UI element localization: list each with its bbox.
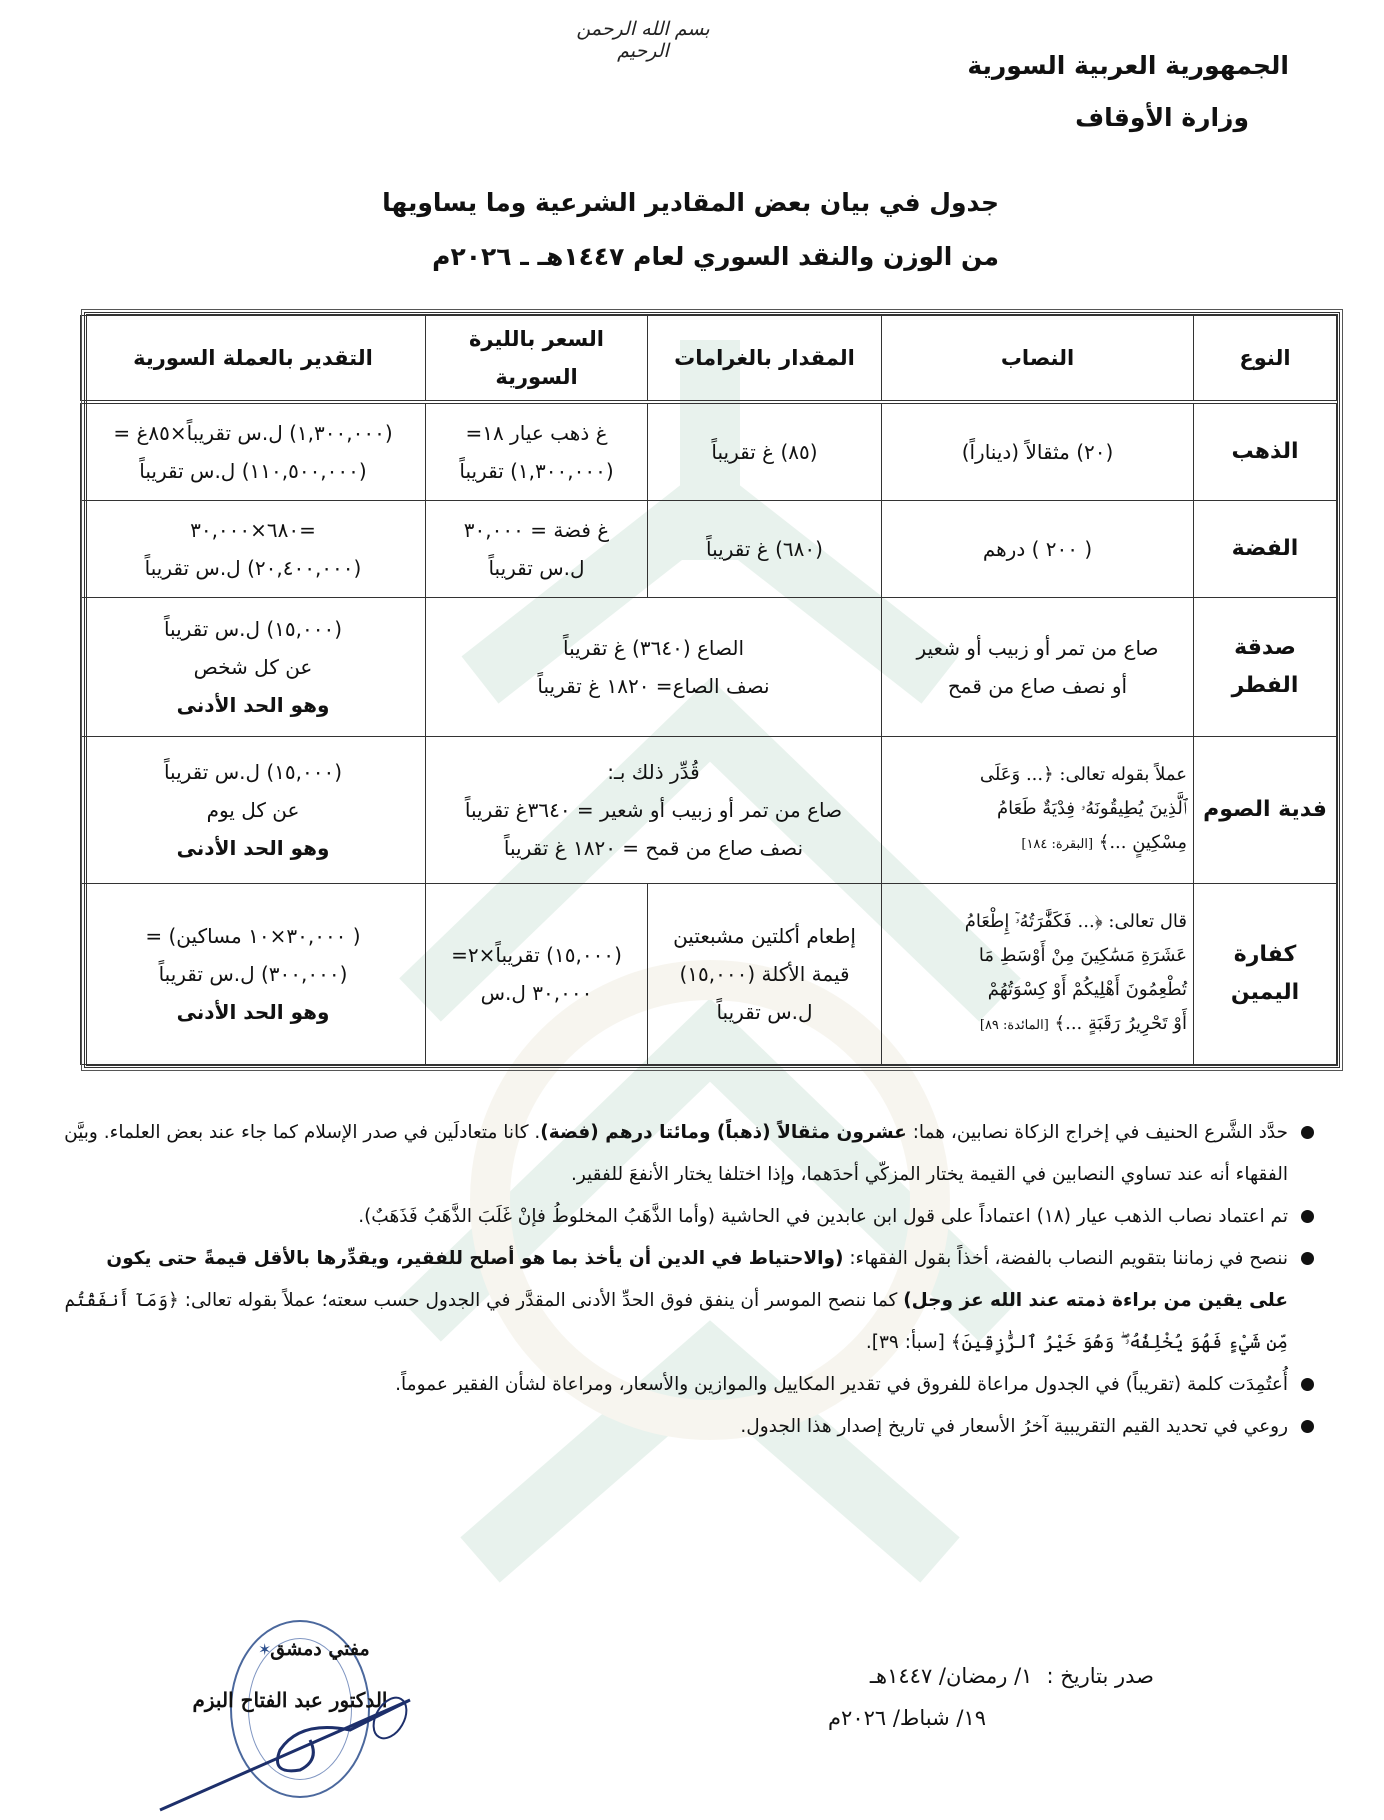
- verse-text: مِسْكِينٍ ...﴾: [1098, 832, 1187, 853]
- table-row-gold: [81, 402, 1337, 501]
- verse-line: [888, 826, 1187, 862]
- note-item: [64, 1406, 1314, 1448]
- note-text: ننصح في زماننا بتقويم النصاب بالفضة، أخذاً بقول الفقهاء:: [843, 1248, 1288, 1269]
- note-text-bold: عشرون مثقالاً (ذهباً) ومائتا درهم (فضة): [540, 1122, 907, 1143]
- signature-scribble: [150, 1660, 430, 1820]
- cell-line: إطعام أكلتين مشبعتين: [673, 924, 856, 948]
- cell-line: الصاع (٣٦٤٠) غ تقريباً: [562, 636, 745, 660]
- cell-type: فدية الصوم: [1194, 737, 1337, 884]
- star-icon: ✶: [258, 1640, 272, 1659]
- cell-grams-price: [426, 598, 882, 737]
- issued-label: صدر بتاريخ :: [1046, 1664, 1154, 1688]
- note-text: روعي في تحديد القيم التقريبية آخرُ الأسعار في تاريخ إصدار هذا الجدول.: [740, 1416, 1288, 1437]
- ministry-name: وزارة الأوقاف: [1075, 103, 1249, 132]
- cell-line: ل.س تقريباً: [716, 1000, 813, 1024]
- cell-line: (١,٣٠٠,٠٠٠) تقريباً: [459, 459, 614, 483]
- cell-line: قُدِّر ذلك بـ:: [607, 760, 700, 784]
- signer-title: مفتي دمشق: [270, 1638, 370, 1660]
- verse-line: ٱلَّذِينَ يُطِيقُونَهُۥ فِدْيَةٌ طَعَامُ: [996, 798, 1187, 819]
- header-estimate: التقدير بالعملة السورية: [81, 316, 426, 403]
- note-item: [64, 1196, 1314, 1238]
- cell-line: ٣٠,٠٠٠ ل.س: [480, 981, 593, 1005]
- header-type: النوع: [1194, 316, 1337, 403]
- cell-nisab: (٢٠) مثقالاً (ديناراً): [882, 402, 1194, 501]
- verse-reference: [البقرة: ١٨٤]: [1021, 837, 1094, 852]
- note-quran-verse: ﴿وَمَآ أَنفَقْتُم مِّن شَيْءٍ فَهُوَ يُخْلِفُهُۥ ۖ وَهُوَ خَيْرُ ٱلرَّٰزِقِينَ﴾: [64, 1290, 1288, 1353]
- cell-nisab: [882, 598, 1194, 737]
- maqadir-table-frame: [84, 312, 1340, 1068]
- cell-line: (١١٠,٥٠٠,٠٠٠) ل.س تقريباً: [139, 459, 367, 483]
- table-row-kaffarat-alyamin: [81, 884, 1337, 1065]
- cell-line: (١٥,٠٠٠) ل.س تقريباً: [163, 760, 343, 784]
- cell-line: أو نصف صاع من قمح: [947, 674, 1128, 698]
- cell-grams: (٨٥) غ تقريباً: [648, 402, 882, 501]
- maqadir-table: [80, 315, 1337, 1065]
- cell-type: صدقة الفطر: [1194, 598, 1337, 737]
- basmala: بسم الله الرحمن الرحيم: [576, 18, 710, 62]
- verse-line: تُطْعِمُونَ أَهْلِيكُمْ أَوْ كِسْوَتُهُمْ: [987, 979, 1187, 1000]
- cell-line-minimum: وهو الحد الأدنى: [176, 836, 330, 860]
- verse-reference: [المائدة: ٨٩]: [979, 1018, 1049, 1033]
- header-grams: المقدار بالغرامات: [648, 316, 882, 403]
- cell-grams: [648, 884, 882, 1065]
- cell-line-minimum: وهو الحد الأدنى: [176, 693, 330, 717]
- letterhead: [967, 40, 1289, 144]
- cell-line: عن كل شخص: [193, 655, 313, 679]
- verse-line: [888, 1007, 1187, 1043]
- issue-date-block: [828, 1655, 1154, 1739]
- cell-line: (٣٠٠,٠٠٠) ل.س تقريباً: [158, 962, 348, 986]
- cell-line: صاع من تمر أو زبيب أو شعير: [916, 636, 1159, 660]
- cell-line: غ فضة = ٣٠,٠٠٠: [463, 518, 610, 542]
- header-price: السعر بالليرة السورية: [426, 316, 648, 403]
- cell-line: ( ٣٠,٠٠٠×١٠ مساكين) =: [145, 924, 361, 948]
- cell-price: [426, 501, 648, 598]
- cell-line: (٢٠,٤٠٠,٠٠٠) ل.س تقريباً: [144, 556, 362, 580]
- cell-line: غ ذهب عيار ١٨=: [465, 421, 608, 445]
- cell-line: قيمة الأكلة (١٥,٠٠٠): [679, 962, 850, 986]
- cell-estimate: [81, 737, 426, 884]
- table-row-fidyat-alsawm: [81, 737, 1337, 884]
- cell-estimate: [81, 884, 426, 1065]
- cell-line: نصف الصاع= ١٨٢٠ غ تقريباً: [537, 674, 770, 698]
- cell-nisab-verse: [882, 737, 1194, 884]
- cell-grams: (٦٨٠) غ تقريباً: [648, 501, 882, 598]
- cell-grams-price: [426, 737, 882, 884]
- verse-line: قال تعالى: ﴿... فَكَفَّٰرَتُهُۥٓ إِطْعَامُ: [964, 911, 1187, 932]
- cell-line: =٦٨٠×٣٠,٠٠٠: [190, 518, 316, 542]
- note-text: تم اعتماد نصاب الذهب عيار (١٨) اعتماداً على قول ابن عابدين في الحاشية (وأما الذَّهَبُ المخلوطُ فإنْ غَلَبَ الذَّهَبُ فَذَهَبٌ).: [358, 1206, 1288, 1227]
- table-row-silver: [81, 501, 1337, 598]
- title-line-2: من الوزن والنقد السوري لعام ١٤٤٧هـ ـ ٢٠٢٦م: [432, 242, 999, 271]
- note-text-bold: (والاحتياط في الدين أن يأخذ بما هو أصلح للفقير، ويقدِّرها بالأقل قيمةً حتى يكون على يقين من براءة ذمته عند الله عز وجل): [106, 1248, 1288, 1311]
- cell-estimate: [81, 598, 426, 737]
- note-text: كما ننصح الموسر أن ينفق فوق الحدِّ الأدنى المقدَّر في الجدول حسب سعته؛ عملاً بقوله تعالى:: [178, 1290, 904, 1311]
- cell-nisab: ( ٢٠٠ ) درهم: [882, 501, 1194, 598]
- note-text: أُعتُمِدَت كلمة (تقريباً) في الجدول مراعاة للفروق في تقدير المكاييل والموازين والأسعار، ومراعاة لشأن الفقير عموماً.: [395, 1374, 1288, 1395]
- cell-line: (١٥,٠٠٠) تقريباً×٢=: [451, 943, 622, 967]
- republic-name: الجمهورية العربية السورية: [967, 51, 1289, 80]
- bullet-icon: [1301, 1210, 1314, 1223]
- note-item: [64, 1364, 1314, 1406]
- header-nisab: النصاب: [882, 316, 1194, 403]
- cell-type: كفارة اليمين: [1194, 884, 1337, 1065]
- title-line-1: جدول في بيان بعض المقادير الشرعية وما يساويها: [382, 188, 999, 217]
- cell-line-minimum: وهو الحد الأدنى: [176, 1000, 330, 1024]
- notes-list: [64, 1112, 1314, 1448]
- bullet-icon: [1301, 1420, 1314, 1433]
- cell-type: الذهب: [1194, 402, 1337, 501]
- cell-price: [426, 402, 648, 501]
- note-text: . كانا متعادلَين في صدر الإسلام كما جاء عند بعض العلماء. وبيَّن الفقهاء أنه عند تساوي النصابين في القيمة يختار المزكّي أحدَهما، وإذا اختلفا يختار الأنفعَ للفقير.: [64, 1122, 1288, 1185]
- cell-line: (١,٣٠٠,٠٠٠) ل.س تقريباً×٨٥غ =: [113, 421, 393, 445]
- cell-line: (١٥,٠٠٠) ل.س تقريباً: [163, 617, 343, 641]
- verse-line: عَشَرَةِ مَسَٰكِينَ مِنْ أَوْسَطِ مَا: [978, 945, 1187, 966]
- cell-price: [426, 884, 648, 1065]
- note-text: حدَّد الشَّرع الحنيف في إخراج الزكاة نصابين، هما:: [906, 1122, 1288, 1143]
- gregorian-date: ١٩/ شباط/ ٢٠٢٦م: [828, 1706, 986, 1730]
- bullet-icon: [1301, 1126, 1314, 1139]
- note-item: [64, 1112, 1314, 1196]
- cell-line: صاع من تمر أو زبيب أو شعير = ٣٦٤٠غ تقريباً: [464, 798, 843, 822]
- bullet-icon: [1301, 1378, 1314, 1391]
- cell-line: عن كل يوم: [206, 798, 300, 822]
- cell-type: الفضة: [1194, 501, 1337, 598]
- note-text: [سبأ: ٣٩].: [865, 1332, 951, 1353]
- signer-name: الدكتور عبد الفتاح البزم: [192, 1688, 388, 1712]
- hijri-date: ١/ رمضان/ ١٤٤٧هـ: [869, 1664, 1033, 1688]
- cell-estimate: [81, 501, 426, 598]
- table-header-row: [81, 316, 1337, 403]
- note-item: [64, 1238, 1314, 1364]
- verse-text: أَوْ تَحْرِيرُ رَقَبَةٍ ...﴾: [1054, 1013, 1187, 1034]
- cell-line: ل.س تقريباً: [488, 556, 585, 580]
- document-title: [382, 176, 999, 284]
- table-row-sadaqat-alfitr: [81, 598, 1337, 737]
- issue-date-line: [828, 1655, 1154, 1697]
- cell-line: نصف صاع من قمح = ١٨٢٠ غ تقريباً: [503, 836, 804, 860]
- cell-nisab-verse: [882, 884, 1194, 1065]
- bullet-icon: [1301, 1252, 1314, 1265]
- cell-estimate: [81, 402, 426, 501]
- verse-line: عملاً بقوله تعالى: ﴿... وَعَلَى: [979, 764, 1187, 785]
- signature-block: [150, 1620, 430, 1810]
